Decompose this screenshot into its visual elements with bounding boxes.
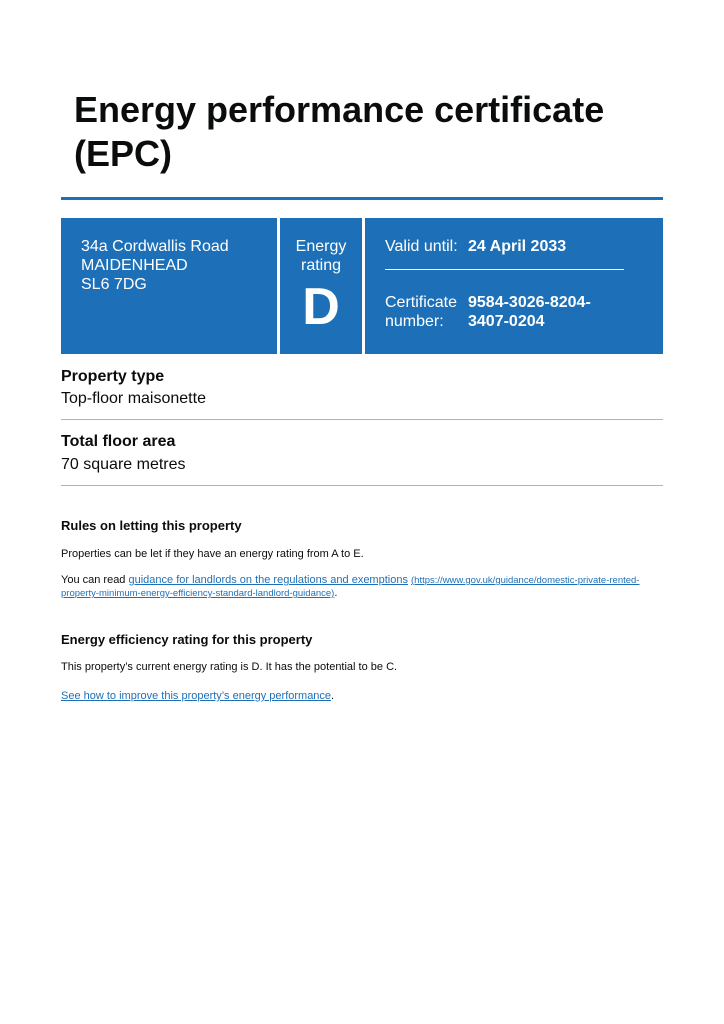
address-line-2: MAIDENHEAD xyxy=(81,257,188,274)
certificate-number-label xyxy=(385,293,469,331)
landlord-guidance-url-line-1: (https://www.gov.uk/guidance/domestic-private-rented- xyxy=(411,575,640,586)
certificate-box xyxy=(365,218,663,354)
certificate-number-value xyxy=(468,293,628,331)
certificate-number-label-line-2: number: xyxy=(385,313,444,330)
letting-guidance-suffix: . xyxy=(334,587,338,599)
valid-until-label: Valid until: xyxy=(385,238,458,255)
letting-guidance-paragraph xyxy=(61,574,663,600)
energy-rating-letter: D xyxy=(302,278,340,336)
certificate-number-label-line-1: Certificate xyxy=(385,294,458,311)
address-box xyxy=(61,218,277,354)
section-divider xyxy=(61,485,663,486)
letting-rules-heading: Rules on letting this property xyxy=(61,518,242,533)
epc-summary xyxy=(61,218,663,354)
valid-until-row xyxy=(385,237,625,256)
address-postcode: SL6 7DG xyxy=(81,276,147,293)
improve-performance-paragraph xyxy=(61,690,663,703)
page-title: Energy performance certificate (EPC) xyxy=(74,89,605,174)
letting-guidance-prefix: You can read xyxy=(61,574,129,586)
address-line-1: 34a Cordwallis Road xyxy=(81,238,229,255)
certificate-number-value-line-2: 3407-0204 xyxy=(468,313,545,330)
valid-until-value: 24 April 2033 xyxy=(468,238,567,255)
floor-area-label: Total floor area xyxy=(61,433,176,450)
property-type-value: Top-floor maisonette xyxy=(61,390,206,407)
certificate-number-row xyxy=(385,293,645,331)
certificate-divider xyxy=(385,269,624,270)
landlord-guidance-url-line-2: property-minimum-energy-efficiency-standard-landlord-guidance) xyxy=(61,588,335,599)
title-divider xyxy=(61,197,663,200)
letting-rules-text: Properties can be let if they have an energy rating from A to E. xyxy=(61,548,364,560)
improve-performance-suffix: . xyxy=(331,690,335,702)
efficiency-text: This property’s current energy rating is D. It has the potential to be C. xyxy=(61,661,398,673)
improve-performance-link[interactable]: See how to improve this property’s energy performance xyxy=(61,690,332,702)
energy-rating-label-1: Energy xyxy=(295,238,347,255)
landlord-guidance-link[interactable]: guidance for landlords on the regulations and exemptions xyxy=(128,574,408,586)
certificate-number-value-line-1: 9584-3026-8204- xyxy=(468,294,591,311)
section-divider xyxy=(61,419,663,420)
efficiency-heading: Energy efficiency rating for this property xyxy=(61,632,313,647)
energy-rating-label-2: rating xyxy=(300,257,342,274)
floor-area-value: 70 square metres xyxy=(61,456,186,473)
energy-rating-box xyxy=(280,218,362,354)
property-type-label: Property type xyxy=(61,368,165,385)
